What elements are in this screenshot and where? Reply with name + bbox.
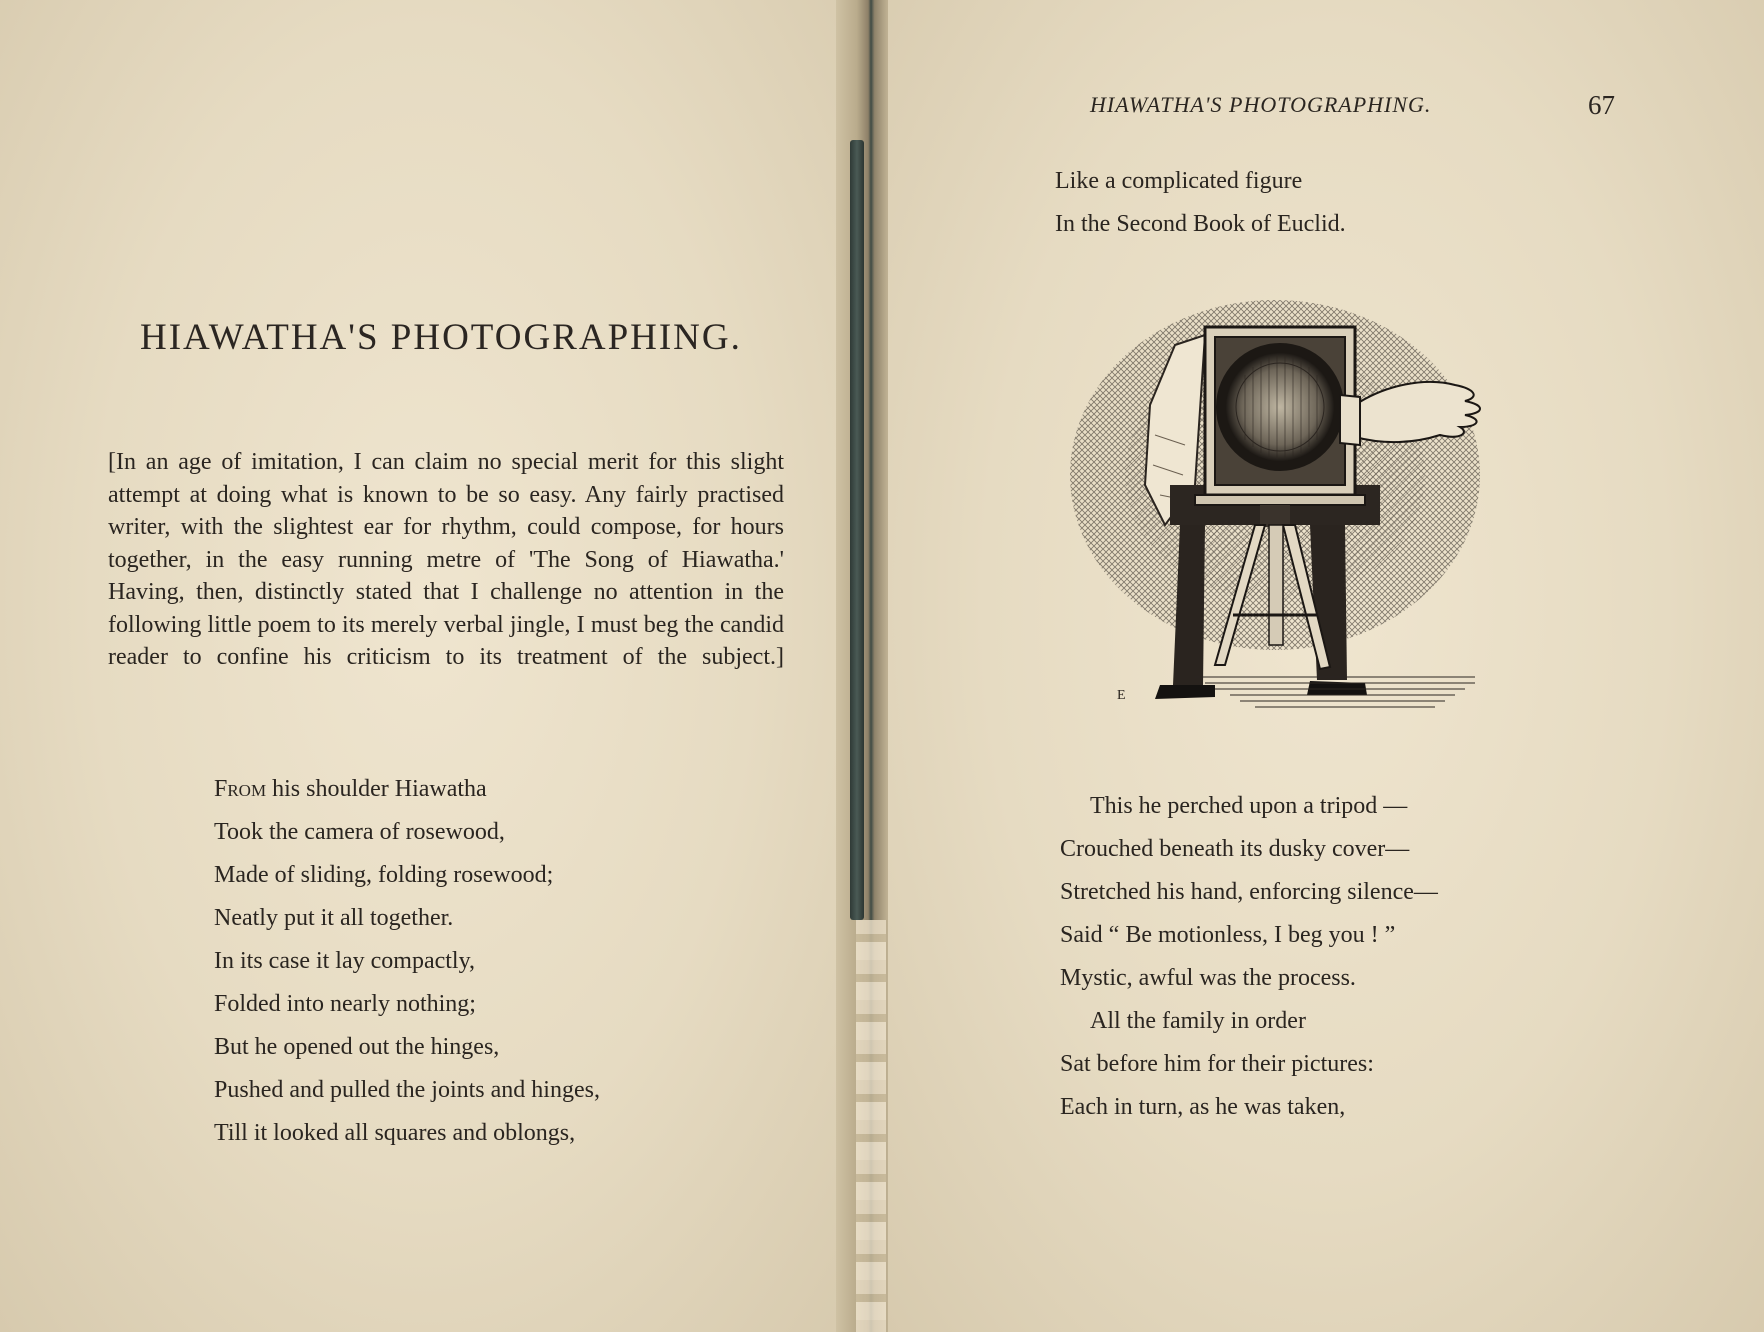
verse-line: Said “ Be motionless, I beg you ! ” [1060,922,1396,948]
verse-line: All the family in order [1090,1008,1306,1034]
verse-line: Mystic, awful was the process. [1060,965,1356,991]
poem-title: HIAWATHA'S PHOTOGRAPHING. [140,317,742,358]
verse-line: Folded into nearly nothing; [214,991,476,1017]
verse-line: Crouched beneath its dusky cover— [1060,836,1410,862]
preface-text: [In an age of imitation, I can claim no special merit for this slight attempt at doing what is known to be so easy. Any fairly practised writer, with the slightest ear for rhythm, could compose, for hours together, in the easy running metre of 'The Song of Hiawatha.' Having, then, distinctly stated that I challenge no attention in the following little poem to its merely verbal jingle, I must beg the candid reader to confine his criticism to its treatment of the subject.] [108,449,784,670]
running-head: HIAWATHA'S PHOTOGRAPHING. [1090,92,1432,117]
camera-illustration [1055,285,1515,745]
verse-line: Sat before him for their pictures: [1060,1051,1374,1077]
illustration-signature: E [1117,688,1126,703]
verse-line: Took the camera of rosewood, [214,819,505,845]
verse-line: Like a complicated figure [1055,168,1303,194]
torn-paper-edge [856,920,886,1332]
verse-line: Made of sliding, folding rosewood; [214,862,554,888]
verse-line: Till it looked all squares and oblongs, [214,1120,576,1146]
verse-line [214,768,600,811]
verse-line: Neatly put it all together. [214,905,454,931]
verse-line: In its case it lay compactly, [214,948,476,974]
verse-line: But he opened out the hinges, [214,1034,500,1060]
verse-line-rest: his shoulder Hiawatha [266,776,487,802]
left-page [0,0,850,1332]
page-number: 67 [1588,90,1615,120]
verse-left [214,768,600,1155]
verse-line: Pushed and pulled the joints and hinges, [214,1077,600,1103]
verse-line: Stretched his hand, enforcing silence— [1060,879,1438,905]
drop-word: From [214,776,267,802]
verse-line: This he perched upon a tripod — [1090,793,1408,819]
spine-binding [850,140,864,920]
verse-right-top [1055,160,1346,246]
verse-right [1060,785,1438,1129]
preface-paragraph [108,446,784,674]
verse-line: In the Second Book of Euclid. [1055,211,1346,237]
verse-line: Each in turn, as he was taken, [1060,1094,1346,1120]
